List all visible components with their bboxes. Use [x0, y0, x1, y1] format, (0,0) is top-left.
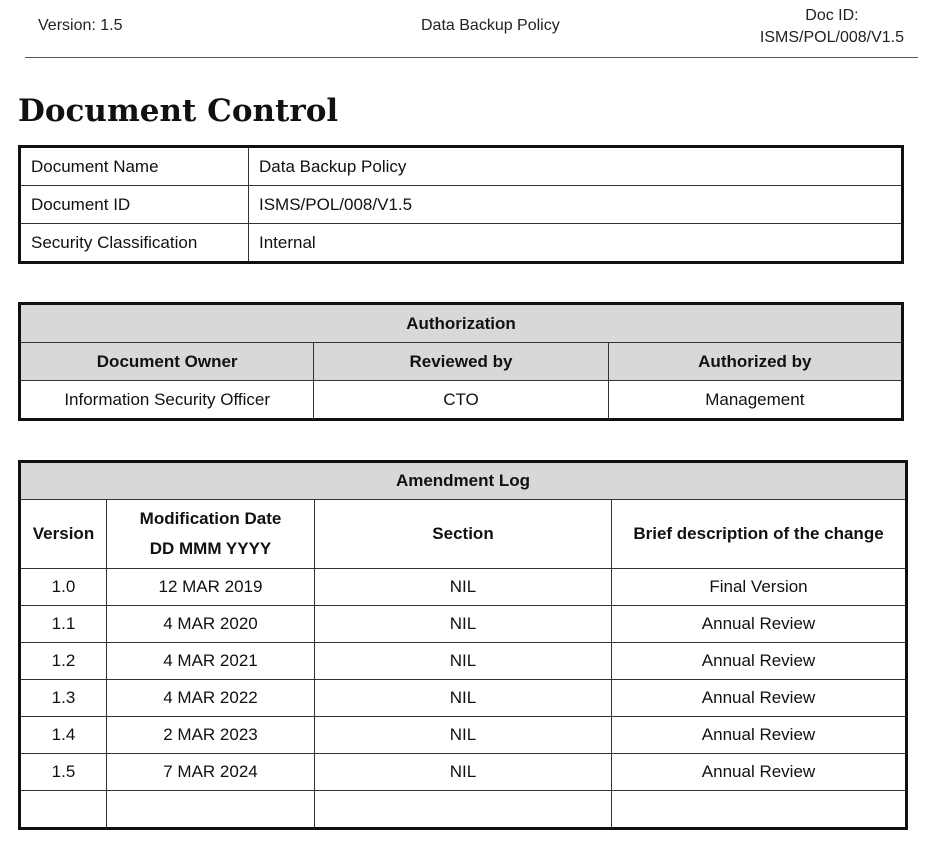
row-description: Annual Review: [612, 643, 907, 680]
amendment-log-title: Amendment Log: [20, 462, 907, 500]
row-description: Annual Review: [612, 680, 907, 717]
table-row: [20, 569, 907, 606]
row-version: 1.3: [20, 680, 107, 717]
row-section: NIL: [315, 606, 612, 643]
reviewed-by-header: Reviewed by: [314, 343, 608, 381]
document-owner-value: Information Security Officer: [20, 381, 314, 420]
row-date: 4 MAR 2020: [107, 606, 315, 643]
authorization-table: [18, 302, 904, 421]
row-date: 2 MAR 2023: [107, 717, 315, 754]
doc-name-value: Data Backup Policy: [249, 147, 903, 186]
header-version: Version: 1.5: [38, 17, 123, 34]
authorized-by-header: Authorized by: [608, 343, 902, 381]
row-section: NIL: [315, 754, 612, 791]
page-header: [25, 0, 918, 58]
row-section: NIL: [315, 569, 612, 606]
document-control-table: [18, 145, 904, 264]
authorized-by-value: Management: [608, 381, 902, 420]
version-header: Version: [20, 500, 107, 569]
row-date: 7 MAR 2024: [107, 754, 315, 791]
modification-date-header-line2: DD MMM YYYY: [149, 539, 272, 558]
empty-cell: [107, 791, 315, 829]
section-header: Section: [315, 500, 612, 569]
table-row: [20, 643, 907, 680]
row-section: NIL: [315, 643, 612, 680]
modification-date-header: [107, 500, 315, 569]
modification-date-header-line1: Modification Date: [139, 509, 282, 528]
table-row: [20, 680, 907, 717]
reviewed-by-value: CTO: [314, 381, 608, 420]
empty-cell: [612, 791, 907, 829]
doc-name-label: Document Name: [20, 147, 249, 186]
doc-id-value: ISMS/POL/008/V1.5: [249, 186, 903, 224]
document-owner-header: Document Owner: [20, 343, 314, 381]
row-version: 1.2: [20, 643, 107, 680]
classification-value: Internal: [249, 224, 903, 263]
row-section: NIL: [315, 717, 612, 754]
table-row: [20, 224, 903, 263]
page-title: Document Control: [18, 93, 339, 129]
table-row: [20, 606, 907, 643]
empty-cell: [20, 791, 107, 829]
row-description: Annual Review: [612, 606, 907, 643]
row-date: 4 MAR 2022: [107, 680, 315, 717]
table-row: [20, 147, 903, 186]
description-header: Brief description of the change: [612, 500, 907, 569]
table-row: [20, 381, 903, 420]
row-version: 1.1: [20, 606, 107, 643]
row-version: 1.0: [20, 569, 107, 606]
row-description: Annual Review: [612, 717, 907, 754]
row-description: Final Version: [612, 569, 907, 606]
row-version: 1.4: [20, 717, 107, 754]
doc-id-label: Document ID: [20, 186, 249, 224]
amendment-log-table: [18, 460, 908, 830]
row-date: 4 MAR 2021: [107, 643, 315, 680]
row-date: 12 MAR 2019: [107, 569, 315, 606]
row-version: 1.5: [20, 754, 107, 791]
authorization-title: Authorization: [20, 304, 903, 343]
empty-cell: [315, 791, 612, 829]
row-description: Annual Review: [612, 754, 907, 791]
header-title: Data Backup Policy: [421, 17, 560, 34]
row-section: NIL: [315, 680, 612, 717]
header-doc-id: [760, 5, 904, 49]
table-row: [20, 754, 907, 791]
header-doc-id-value: ISMS/POL/008/V1.5: [759, 29, 904, 46]
header-doc-id-label: Doc ID:: [805, 7, 859, 24]
table-row: [20, 186, 903, 224]
empty-row: [20, 791, 907, 829]
classification-label: Security Classification: [20, 224, 249, 263]
table-row: [20, 717, 907, 754]
